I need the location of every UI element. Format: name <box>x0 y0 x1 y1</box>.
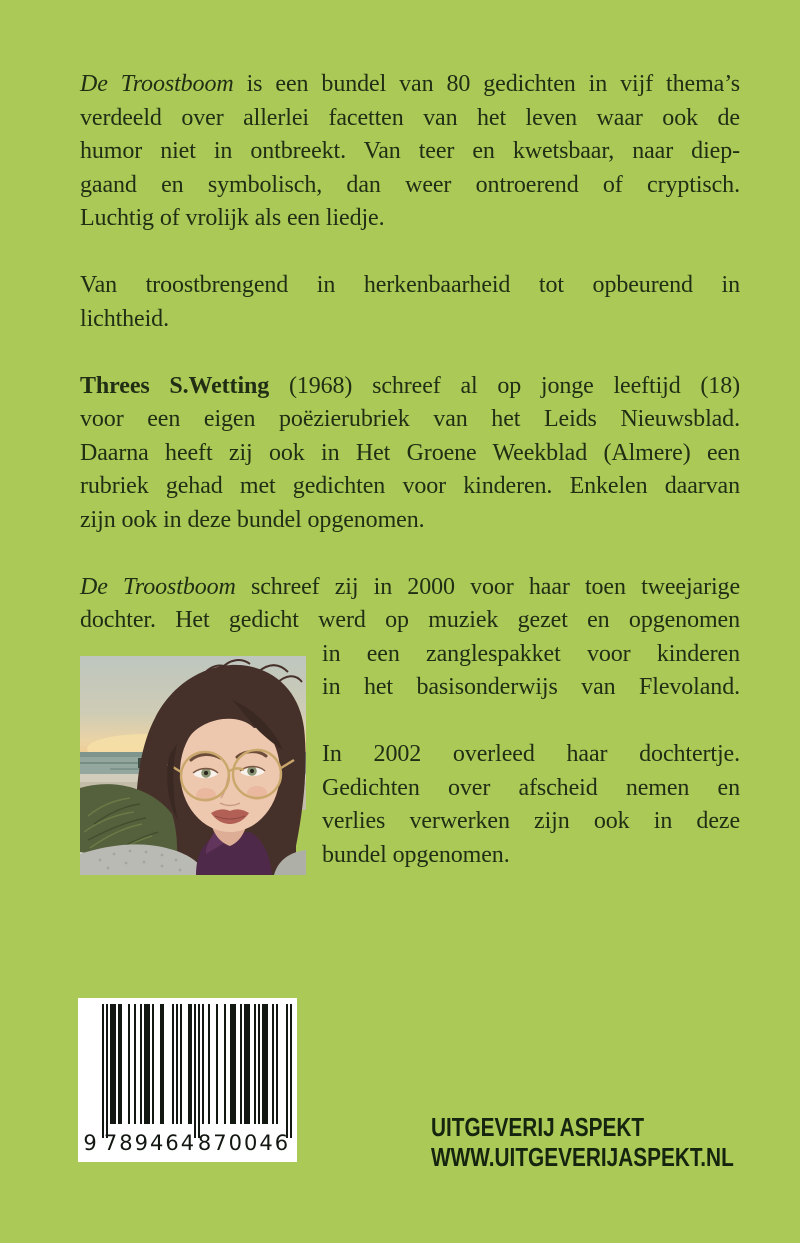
text-line: bundel opgenomen. <box>322 841 510 868</box>
isbn-barcode-svg <box>78 998 297 1162</box>
text-segment: is een bundel van 80 gedichten in vijf thema’s <box>233 71 741 97</box>
paragraph-loss <box>322 738 740 872</box>
paragraph-tagline <box>80 269 740 336</box>
text-line: humor niet in ontbreekt. Van teer en kwetsbaar, naar diep- <box>80 138 740 164</box>
text-line <box>80 68 740 102</box>
text-line: Van troostbrengend in herkenbaarheid tot opbeurend in <box>80 272 740 298</box>
text-line <box>80 370 740 404</box>
text-line: Luchtig of vrolijk als een liedje. <box>80 205 385 231</box>
text-line: dochter. Het gedicht werd op muziek gezet en opgenomen <box>80 607 740 633</box>
author-name-bold: Threes S.Wetting <box>80 372 270 399</box>
publisher-website: WWW.UITGEVERIJASPEKT.NL <box>431 1142 734 1172</box>
text-line: gaand en symbolisch, dan weer ontroerend of cryptisch. <box>80 171 740 198</box>
svg-text:9: 9 <box>83 1131 97 1155</box>
author-photo <box>80 656 306 875</box>
paragraph-author-bio <box>80 370 740 538</box>
publisher-name: UITGEVERIJ ASPEKT <box>431 1112 645 1142</box>
paragraph-book-history <box>80 571 740 638</box>
book-title-italic: De Troostboom <box>80 71 234 97</box>
svg-text:870046: 870046 <box>197 1131 291 1155</box>
text-line <box>80 571 740 605</box>
text-segment: schreef zij in 2000 voor haar toen tweejarige <box>235 573 741 600</box>
isbn-barcode <box>78 998 297 1162</box>
text-line: In 2002 overleed haar dochtertje. <box>322 741 740 767</box>
text-line: Gedichten over afscheid nemen en <box>322 774 740 801</box>
paragraph-intro <box>80 68 740 236</box>
text-line: rubriek gehad met gedichten voor kinderen. Enkelen daarvan <box>80 473 740 499</box>
svg-text:789464: 789464 <box>103 1131 197 1155</box>
paragraph-book-history-wrap <box>322 638 740 705</box>
back-cover-text <box>80 68 740 875</box>
wrap-text-column <box>322 638 740 875</box>
text-segment: (1968) schreef al op jonge leeftijd (18) <box>269 372 741 399</box>
text-line: Daarna heeft zij ook in Het Groene Weekblad (Almere) een <box>80 439 740 466</box>
text-line: verdeeld over allerlei facetten van het leven waar ook de <box>80 104 740 131</box>
text-line: in het basisonderwijs van Flevoland. <box>322 674 740 700</box>
book-title-italic: De Troostboom <box>80 573 236 600</box>
text-line: in een zanglespakket voor kinderen <box>322 640 740 667</box>
publisher-block <box>431 1112 734 1172</box>
text-line: verlies verwerken zijn ook in deze <box>322 808 740 834</box>
photo-and-text-row <box>80 638 740 875</box>
text-line: voor een eigen poëzierubriek van het Leids Nieuwsblad. <box>80 406 740 432</box>
text-line: lichtheid. <box>80 305 169 332</box>
text-line: zijn ook in deze bundel opgenomen. <box>80 506 425 533</box>
